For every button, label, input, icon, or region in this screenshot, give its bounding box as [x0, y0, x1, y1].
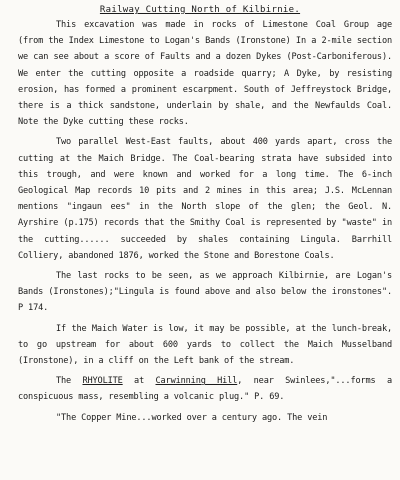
rhyolite-mid: at [122, 376, 156, 387]
paragraph-limestone-coal-group: This excavation was made in rocks of Limestone Coal Group age (from the Index Limestone to Logan's Bands (Ironstone) In a 2-mile section we can see about a score of Faults and a dozen Dykes (Post-Carboniferous). We enter the cutting opposite a roadside quarry; A Dyke, by resisting erosion, has formed a prominent escarpment. South of Jeffreystock Bridge, there is a thick sandstone, underlain by shale, and the Newfaulds Coal. Note the Dyke cutting these rocks. [18, 20, 392, 128]
rhyolite-place: Carwinning Hill [155, 376, 238, 387]
document-title: Railway Cutting North of Kilbirnie. [99, 5, 301, 15]
paragraph-copper-mine: "The Copper Mine...worked over a century ago. The vein [56, 412, 328, 423]
rhyolite-term: RHYOLITE [82, 376, 123, 387]
document-body [18, 17, 392, 426]
paragraph-maich-water: If the Maich Water is low, it may be possible, at the lunch-break, to go upstream for about 600 yards to collect the Maich Musselband (Ironstone), in a cliff on the Left bank of the stream. [18, 323, 392, 367]
paragraph-rhyolite [18, 373, 392, 405]
rhyolite-prefix: The [56, 376, 83, 387]
rhyolite-rest: , near Swinlees,"...forms a conspicuous mass, resembling a volcanic plug." P. 69. [18, 376, 392, 403]
paragraph-logans-bands: The last rocks to be seen, as we approach Kilbirnie, are Logan's Bands (Ironstones);"Lingula is found above and also below the ironstones". P 174. [18, 271, 392, 314]
paragraph-west-east-faults: Two parallel West-East faults, about 400 yards apart, cross the cutting at the Maich Bridge. The Coal-bearing strata have subsided into this trough, and were known and worked for a long time. The 6-inch Geological Map records 10 pits and 2 mines in this area; J.S. McLennan mentions "ingaun ees" in the North slope of the glen; the Geol. N. Ayrshire (p.175) records that the Smithy Coal is represented by "waste" in the cutting...... succeeded by shales containing Lingula. Barrhill Colliery, abandoned 1876, worked the Stone and Borestone Coals. [18, 137, 392, 261]
